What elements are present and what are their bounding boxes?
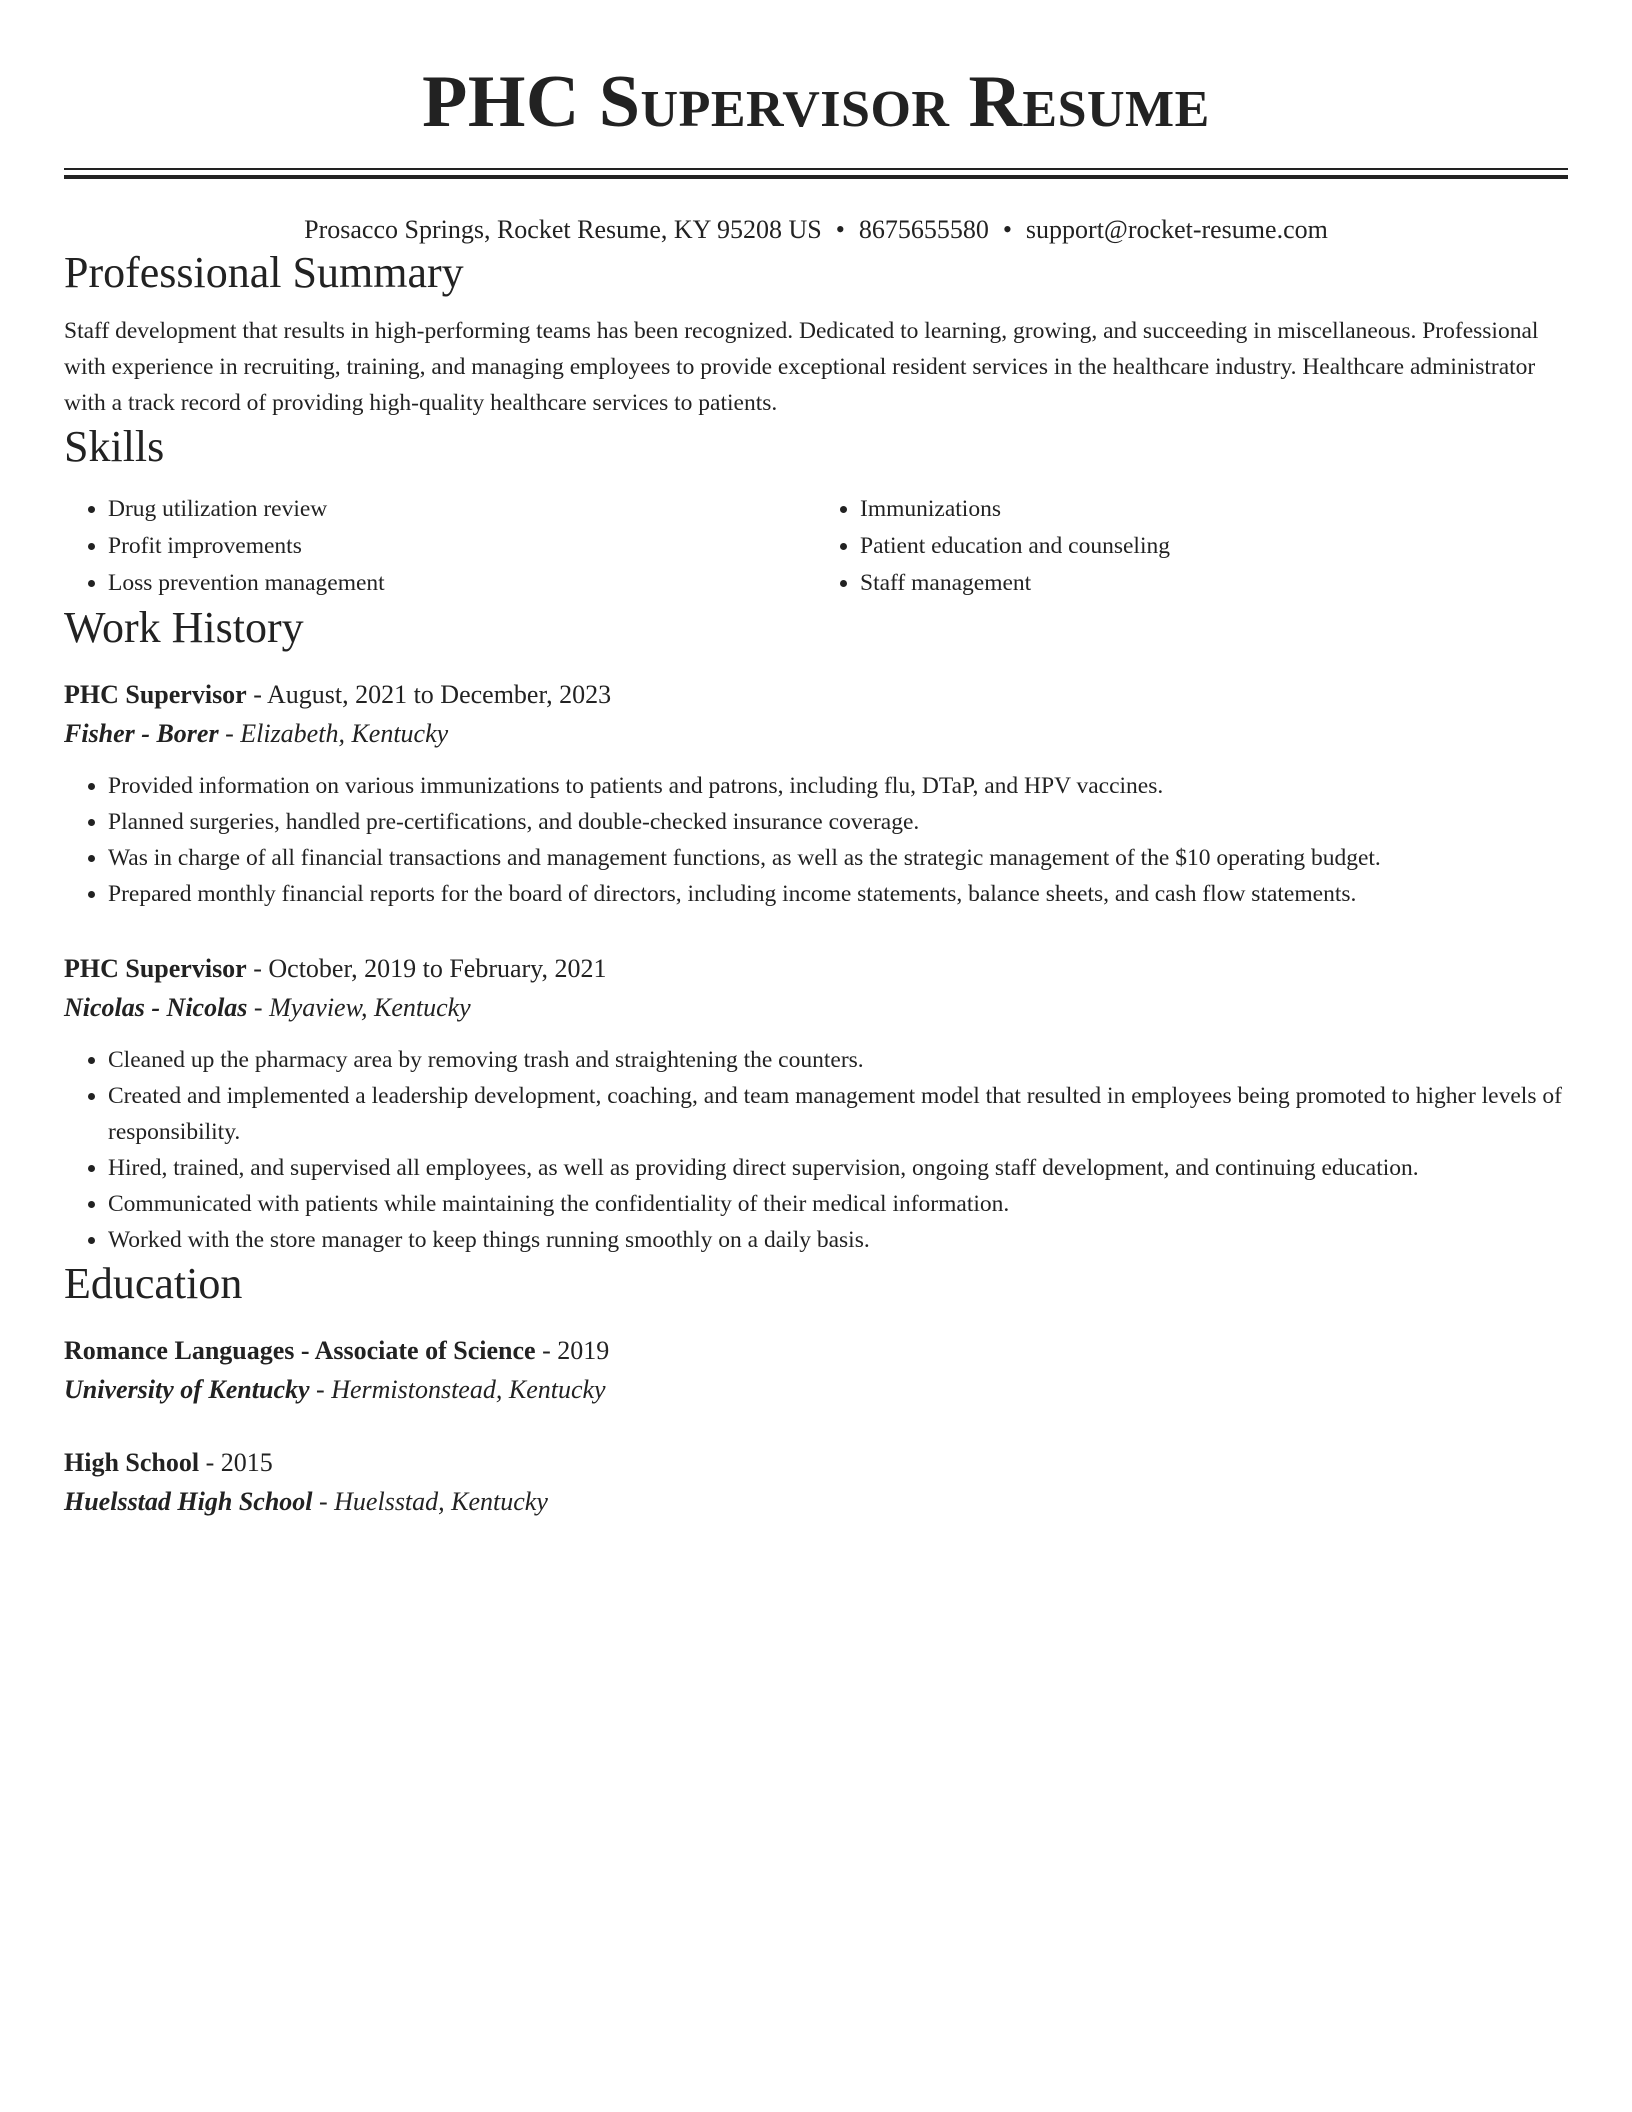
skills-heading: Skills (64, 422, 165, 471)
job-company-line (64, 714, 1568, 754)
job-location: - Myaview, Kentucky (247, 993, 471, 1022)
work-history-heading: Work History (64, 603, 304, 652)
summary-heading: Professional Summary (64, 248, 464, 297)
duty-item: • Provided information on various immunizations to patients and patrons, including flu, DTaP, and HPV vaccines. (108, 768, 1568, 804)
job-title-line (64, 950, 1568, 988)
contact-phone: 8675655580 (858, 215, 989, 244)
duty-item: • Created and implemented a leadership development, coaching, and team management model that resulted in employees being promoted to higher levels of responsibility. (108, 1078, 1568, 1150)
job-location: - Elizabeth, Kentucky (218, 719, 449, 748)
skills-list (64, 491, 1568, 602)
duty-item: • Worked with the store manager to keep things running smoothly on a daily basis. (108, 1222, 1568, 1258)
job-company: Fisher - Borer (64, 719, 219, 748)
education-school: University of Kentucky (64, 1375, 310, 1404)
skills-column-right (816, 491, 1568, 602)
duty-item: • Hired, trained, and supervised all employees, as well as providing direct supervision, ongoing staff development, and continuing education. (108, 1150, 1568, 1186)
education-heading: Education (64, 1259, 243, 1308)
job-title: PHC Supervisor (64, 680, 247, 709)
skills-column-left (64, 491, 816, 602)
title-divider (64, 168, 1568, 179)
duty-item: • Prepared monthly financial reports for the board of directors, including income statements, balance sheets, and cash flow statements. (108, 876, 1568, 912)
job-title: PHC Supervisor (64, 954, 247, 983)
skill-item: • Immunizations (860, 491, 1568, 528)
contact-separator: • (835, 215, 845, 244)
duty-item: • Was in charge of all financial transactions and management functions, as well as the strategic management of the $10 operating budget. (108, 840, 1568, 876)
education-school-line (64, 1482, 1568, 1522)
job-title-line (64, 676, 1568, 714)
education-year: - 2019 (535, 1336, 610, 1365)
job-company: Nicolas - Nicolas (64, 993, 248, 1022)
job-duties (64, 1042, 1568, 1258)
job-dates: - August, 2021 to December, 2023 (246, 680, 612, 709)
skill-item: • Loss prevention management (108, 565, 816, 602)
job-entry (64, 676, 1568, 912)
job-duties (64, 768, 1568, 912)
skill-item: • Patient education and counseling (860, 528, 1568, 565)
summary-text: Staff development that results in high-performing teams has been recognized. Dedicated to learning, growing, and succeeding in miscellaneous. Professional with experience in recruiting, training, and managing employees to provide exceptional resident services in the healthcare industry. Healthcare administrator with a track record of providing high-quality healthcare services to patients. (64, 318, 1539, 416)
education-entry (64, 1444, 1568, 1522)
job-company-line (64, 988, 1568, 1028)
education-entry (64, 1332, 1568, 1410)
duty-item: • Communicated with patients while maintaining the confidentiality of their medical information. (108, 1186, 1568, 1222)
education-degree-line (64, 1444, 1568, 1482)
education-school: Huelsstad High School (64, 1487, 313, 1516)
job-entry (64, 950, 1568, 1258)
skill-item: • Drug utilization review (108, 491, 816, 528)
contact-line (64, 213, 1568, 247)
contact-address: Prosacco Springs, Rocket Resume, KY 95208 US (304, 215, 822, 244)
education-school-line (64, 1370, 1568, 1410)
resume-title: PHC Supervisor Resume (422, 61, 1210, 143)
skill-item: • Staff management (860, 565, 1568, 602)
skill-item: • Profit improvements (108, 528, 816, 565)
duty-item: • Cleaned up the pharmacy area by removing trash and straightening the counters. (108, 1042, 1568, 1078)
job-dates: - October, 2019 to February, 2021 (246, 954, 607, 983)
duty-item: • Planned surgeries, handled pre-certifications, and double-checked insurance coverage. (108, 804, 1568, 840)
education-location: - Huelsstad, Kentucky (312, 1487, 548, 1516)
education-degree-line (64, 1332, 1568, 1370)
contact-email: support@rocket-resume.com (1025, 215, 1328, 244)
education-degree: High School (64, 1448, 200, 1477)
contact-separator: • (1002, 215, 1012, 244)
education-year: - 2015 (199, 1448, 273, 1477)
education-degree: Romance Languages - Associate of Science (64, 1336, 536, 1365)
education-location: - Hermistonstead, Kentucky (309, 1375, 606, 1404)
